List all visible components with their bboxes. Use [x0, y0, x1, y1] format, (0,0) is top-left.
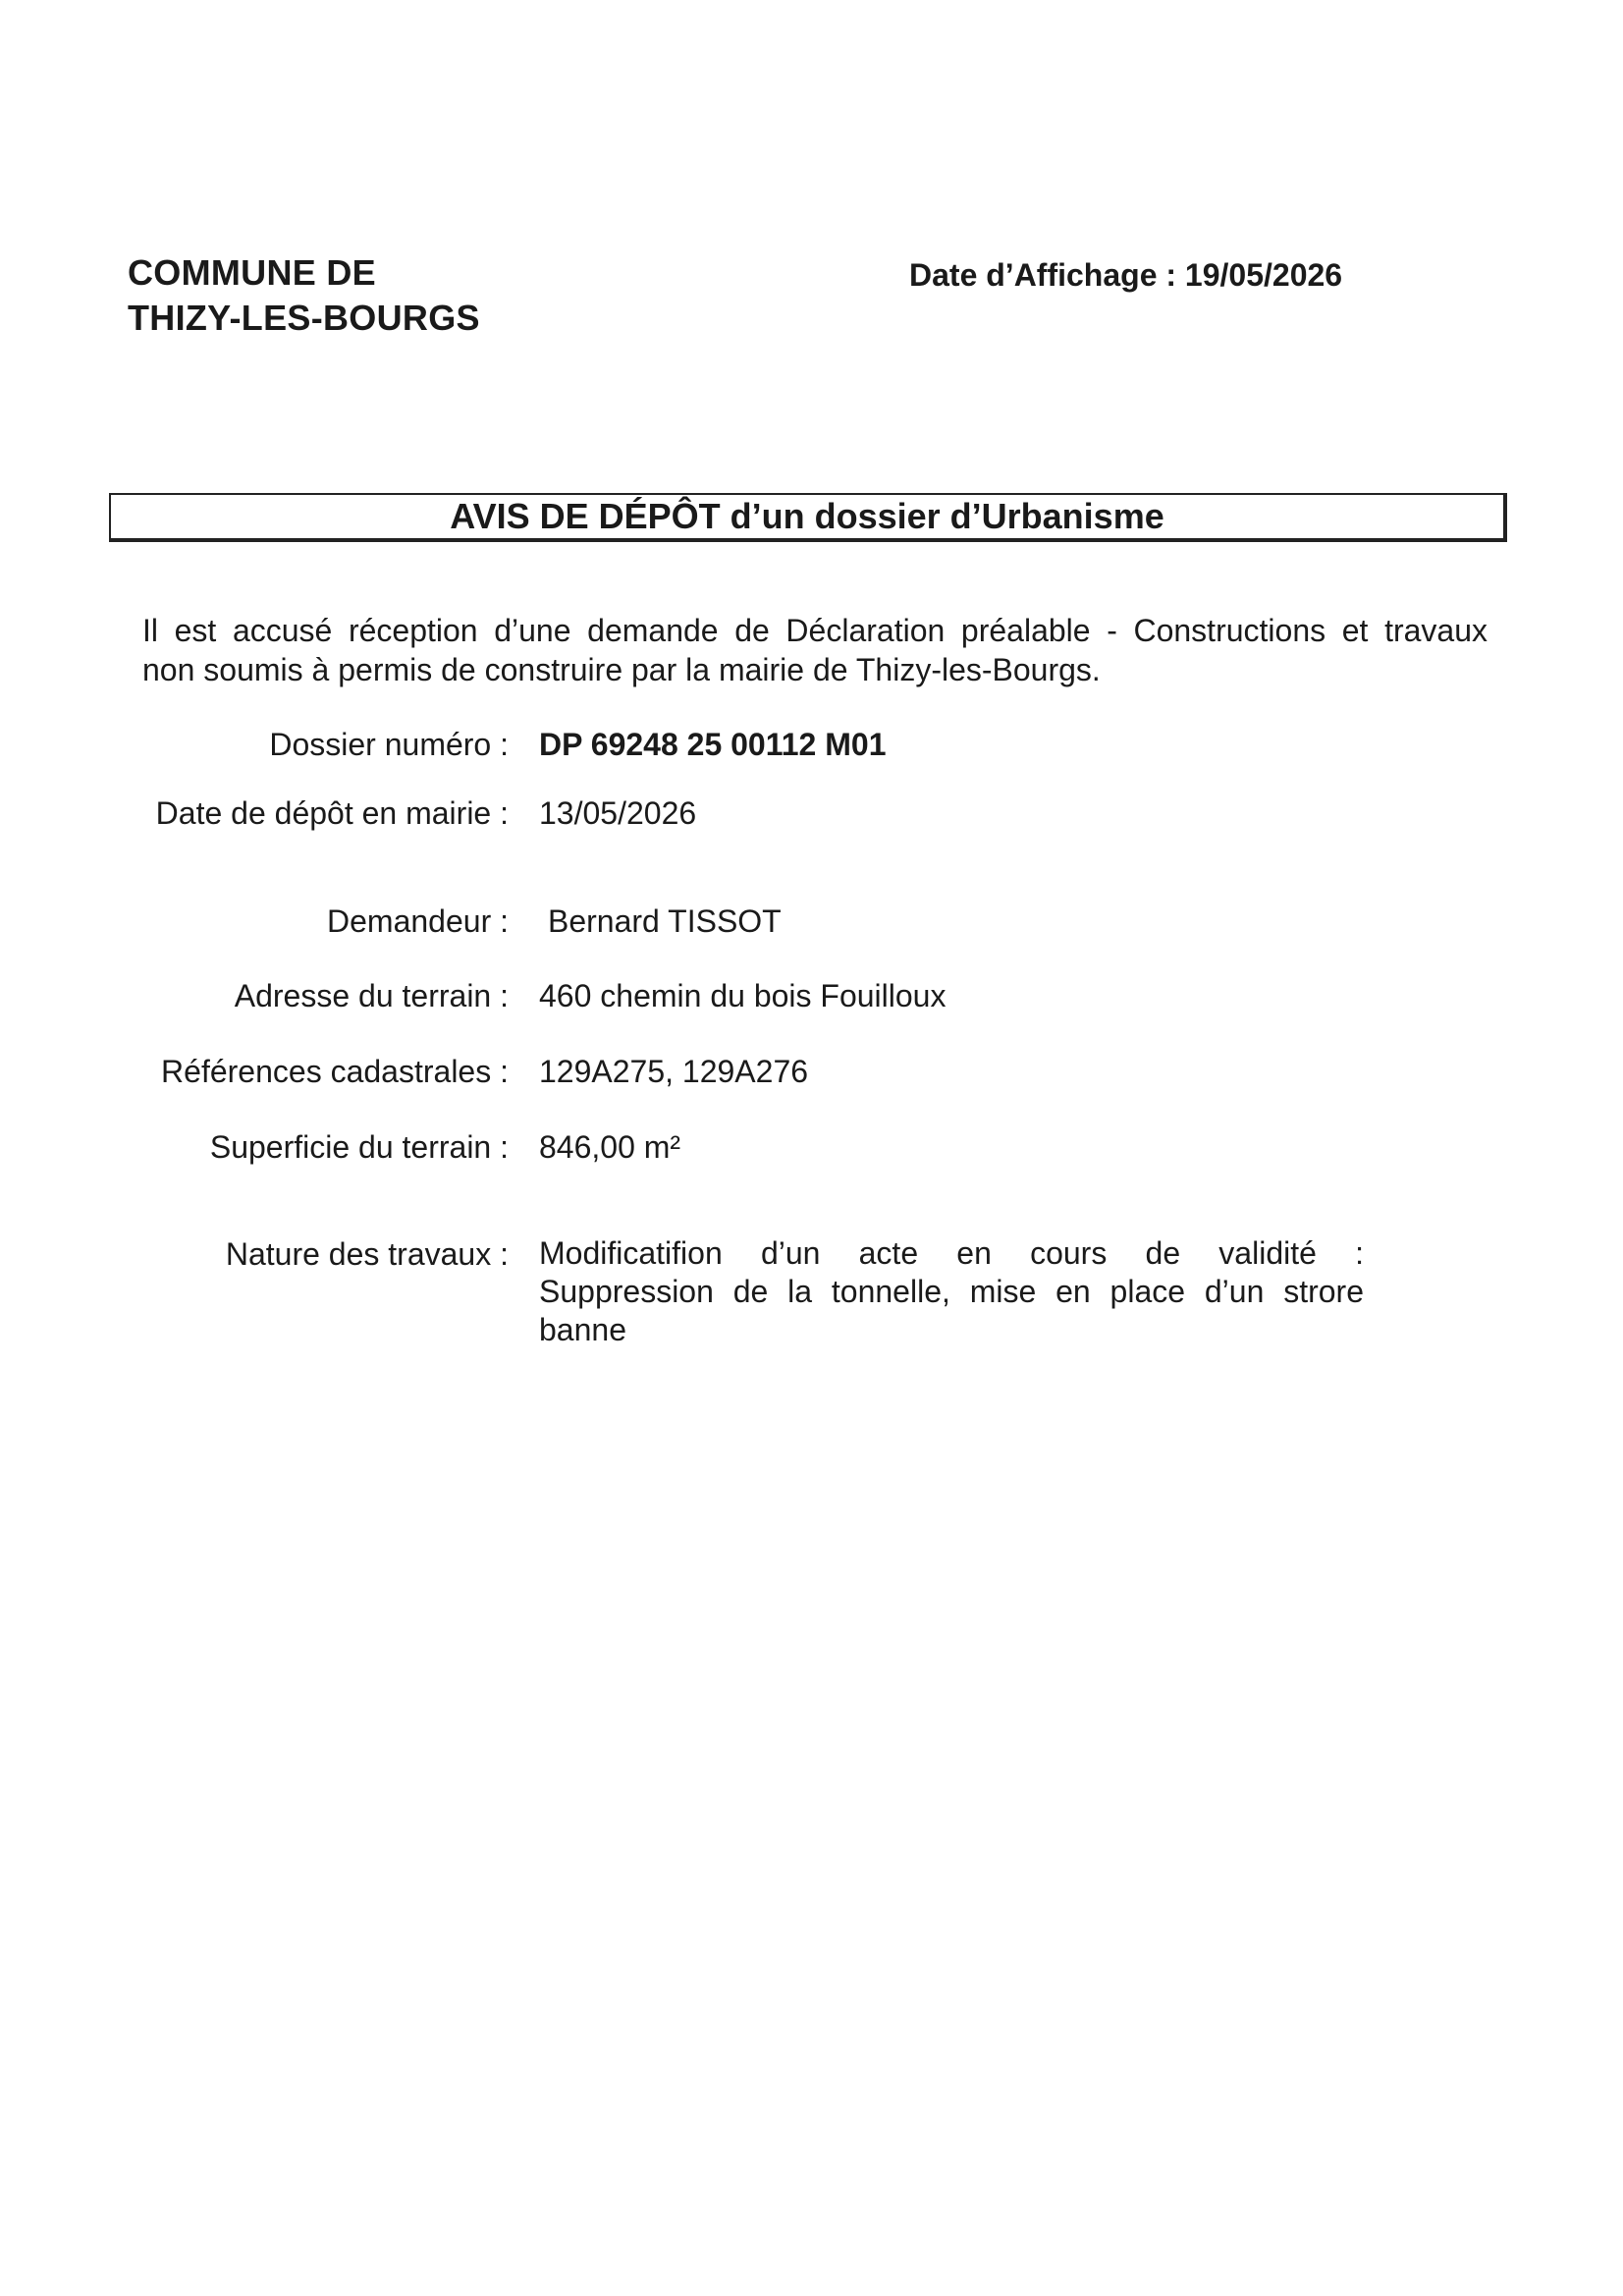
commune-line-1: COMMUNE DE [128, 252, 376, 293]
nature-line-3: banne [539, 1312, 626, 1347]
field-date-depot-label: Date de dépôt en mairie : [155, 795, 509, 831]
page-title: AVIS DE DÉPÔT d’un dossier d’Urbanisme [450, 496, 1164, 536]
field-nature-label: Nature des travaux : [225, 1236, 509, 1272]
intro-paragraph [142, 611, 1488, 689]
commune-line-2: THIZY-LES-BOURGS [128, 298, 480, 338]
nature-line-2: Suppression de la tonnelle, mise en place d’un strore [539, 1274, 1364, 1309]
field-dossier-value: DP 69248 25 00112 M01 [539, 727, 887, 762]
commune-name [128, 250, 480, 341]
intro-line-1: Il est accusé réception d’une demande de Déclaration préalable - Constructions et travaux [142, 613, 1488, 648]
field-references-value: 129A275, 129A276 [539, 1054, 809, 1089]
field-nature-value [539, 1234, 1364, 1349]
field-adresse-label: Adresse du terrain : [234, 978, 509, 1013]
field-dossier-label: Dossier numéro : [269, 727, 509, 762]
field-references-label: Références cadastrales : [161, 1054, 509, 1089]
affichage-date: Date d’Affichage : 19/05/2026 [909, 257, 1343, 293]
intro-line-2: non soumis à permis de construire par la mairie de Thizy-les-Bourgs. [142, 652, 1101, 687]
field-superficie-value: 846,00 m² [539, 1129, 681, 1165]
field-adresse-value: 460 chemin du bois Fouilloux [539, 978, 947, 1013]
field-superficie-label: Superficie du terrain : [209, 1129, 509, 1165]
field-demandeur-value: Bernard TISSOT [548, 903, 782, 939]
title-box [109, 493, 1507, 542]
field-date-depot-value: 13/05/2026 [539, 795, 697, 831]
nature-line-1: Modificatifion d’un acte en cours de validité : [539, 1235, 1364, 1271]
field-demandeur-label: Demandeur : [327, 903, 509, 939]
